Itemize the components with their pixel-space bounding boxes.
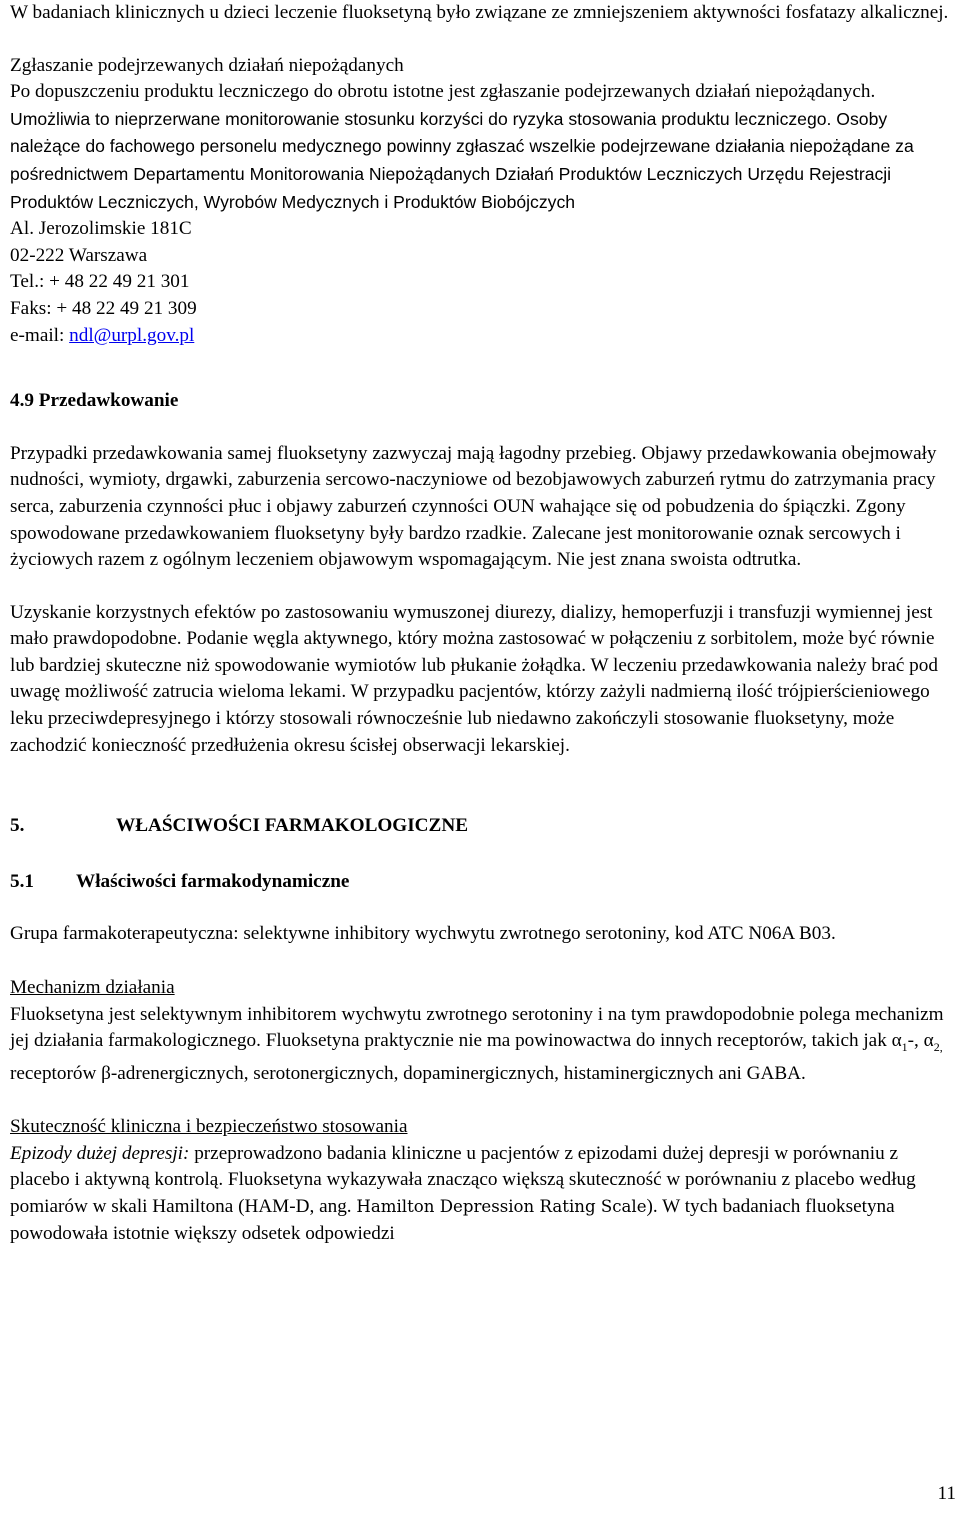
section-5-1-number: 5.1 bbox=[10, 870, 34, 892]
document-page bbox=[10, 0, 956, 1247]
alpha-1-symbol: α bbox=[891, 1030, 902, 1052]
mechanism-text-a: Fluoksetyna jest selektywnym inhibitorem wychwytu zwrotnego serotoniny i na tym prawdopodobnie polega mechanizm jej działania farmakologicznego. Fluoksetyna praktycznie nie ma powinowactwa do innych receptorów, takich jak bbox=[10, 1003, 944, 1052]
efficacy-heading: Skuteczność kliniczna i bezpieczeństwo stosowania bbox=[10, 1116, 408, 1138]
mechanism-text-b: receptorów bbox=[10, 1062, 102, 1084]
alpha-2-subscript: 2, bbox=[933, 1040, 943, 1055]
mechanism-heading: Mechanizm działania bbox=[10, 977, 175, 999]
efficacy-paragraph bbox=[10, 1141, 956, 1247]
efficacy-text-b: ). W tych badaniach fluoksetyna powodowała istotnie większy odsetek odpowiedzi bbox=[10, 1196, 895, 1244]
efficacy-scale-name: Hamilton Depression Rating Scale bbox=[356, 1197, 647, 1217]
efficacy-italic-lead: Epizody dużej depresji: bbox=[10, 1142, 190, 1164]
section-4-9-heading: 4.9 Przedawkowanie bbox=[10, 390, 179, 412]
email-label: e-mail: bbox=[10, 324, 70, 346]
alpha-1-subscript: 1 bbox=[901, 1040, 908, 1055]
intro-paragraph: W badaniach klinicznych u dzieci leczenie fluoksetyną było związane ze zmniejszeniem aktywności fosfatazy alkalicznej. bbox=[10, 2, 949, 23]
reporting-paragraph bbox=[10, 79, 956, 216]
pharmacotherapeutic-group: Grupa farmakoterapeutyczna: selektywne inhibitory wychwytu zwrotnego serotoniny, kod ATC N06A B03. bbox=[10, 923, 836, 945]
address-line-2: 02-222 Warszawa bbox=[10, 244, 148, 266]
dash-separator: -, bbox=[907, 1030, 924, 1052]
mechanism-text-c: -adrenergicznych, serotonergicznych, dopaminergicznych, histaminergicznych ani GABA. bbox=[110, 1062, 806, 1084]
efficacy-text-a: przeprowadzono badania kliniczne u pacjentów z epizodami dużej depresji w porównaniu z placebo i aktywną kontrolą. Fluoksetyna wykazywała znacząco większą skuteczność w porównaniu z placebo według pomiarów w skali Hamiltona (HAM-D, ang. bbox=[10, 1142, 916, 1218]
mechanism-paragraph bbox=[10, 1002, 956, 1088]
section-5-1-heading bbox=[10, 869, 956, 896]
email-line bbox=[10, 323, 956, 350]
email-link[interactable]: ndl@urpl.gov.pl bbox=[69, 324, 195, 346]
overdose-paragraph-1: Przypadki przedawkowania samej fluoksetyny zazwyczaj mają łagodny przebieg. Objawy przedawkowania obejmowały nudności, wymioty, drgawki, zaburzenia sercowo-naczyniowe od bezobjawowych zaburzeń rytmu do zatrzymania pracy serca, zaburzenia czynności płuc i objawy zaburzeń czynności OUN wahające się od pobudzenia do śpiączki. Zgony spowodowane przedawkowaniem fluoksetyny były bardzo rzadkie. Zalecane jest monitorowanie oznak sercowych i życiowych razem z ogólnym leczeniem objawowym wspomagającym. Nie jest znana swoista odtrutka. bbox=[10, 442, 937, 571]
phone-line: Tel.: + 48 22 49 21 301 bbox=[10, 271, 190, 293]
section-5-title: WŁAŚCIWOŚCI FARMAKOLOGICZNE bbox=[116, 815, 468, 837]
reporting-heading: Zgłaszanie podejrzewanych działań niepożądanych bbox=[10, 54, 404, 76]
fax-line: Faks: + 48 22 49 21 309 bbox=[10, 297, 197, 319]
section-5-heading bbox=[10, 813, 956, 840]
address-line-1: Al. Jerozolimskie 181C bbox=[10, 218, 192, 240]
section-5-number: 5. bbox=[10, 815, 25, 837]
reporting-text-2: Umożliwia to nieprzerwane monitorowanie stosunku korzyści do ryzyka stosowania produktu leczniczego. Osoby należące do fachowego personelu medycznego powinny zgłaszać wszelkie podejrzewane działania niepożądane za pośrednictwem Departamentu Monitorowania Niepożądanych Działań Produktów Leczniczych Urzędu Rejestracji Produktów Leczniczych, Wyrobów Medycznych i Produktów Biobójczych bbox=[10, 108, 914, 212]
alpha-2-symbol: α bbox=[923, 1030, 934, 1052]
beta-symbol: β bbox=[101, 1062, 111, 1084]
overdose-paragraph-2: Uzyskanie korzystnych efektów po zastosowaniu wymuszonej diurezy, dializy, hemoperfuzji i transfuzji wymiennej jest mało prawdopodobne. Podanie węgla aktywnego, który można zastosować w połączeniu z sorbitolem, może być równie lub bardziej skuteczne niż spowodowanie wymiotów lub płukanie żołądka. W leczeniu przedawkowania należy brać pod uwagę możliwość zatrucia wieloma lekami. W przypadku pacjentów, którzy zażyli nadmierną ilość trójpierścieniowego leku przeciwdepresyjnego i którzy stosowali równocześnie lub niedawno zakończyli stosowanie fluoksetyny, może zachodzić konieczność przedłużenia okresu ścisłej obserwacji lekarskiej. bbox=[10, 601, 938, 756]
section-5-1-title: Właściwości farmakodynamiczne bbox=[76, 870, 350, 892]
reporting-text-1: Po dopuszczeniu produktu leczniczego do obrotu istotne jest zgłaszanie podejrzewanych działań niepożądanych. bbox=[10, 81, 876, 103]
page-number: 11 bbox=[937, 1483, 956, 1504]
